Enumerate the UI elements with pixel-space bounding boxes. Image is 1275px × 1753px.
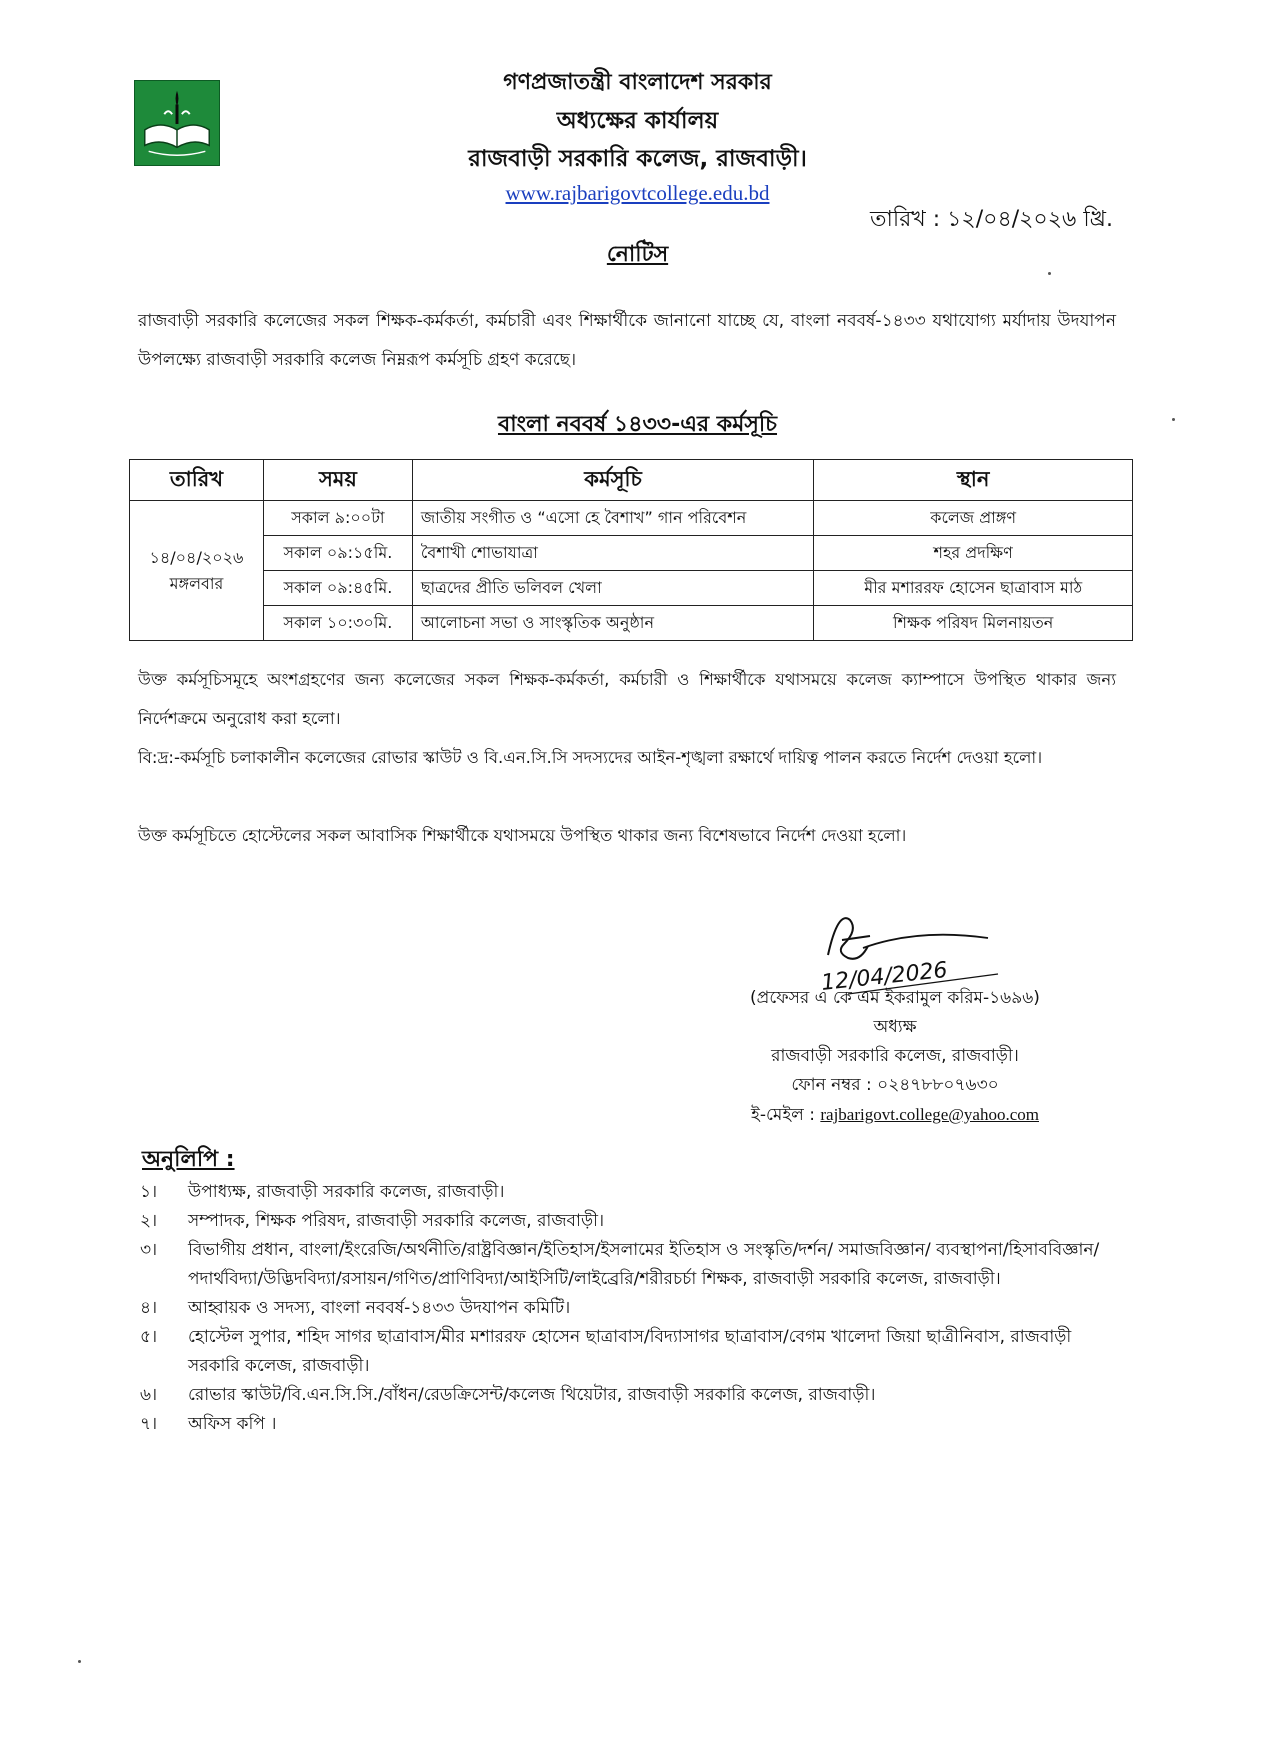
place-cell: মীর মশাররফ হোসেন ছাত্রাবাস মাঠ xyxy=(814,571,1133,606)
program-cell: আলোচনা সভা ও সাংস্কৃতিক অনুষ্ঠান xyxy=(412,606,814,641)
program-cell: ছাত্রদের প্রীতি ভলিবল খেলা xyxy=(412,571,814,606)
program-cell: জাতীয় সংগীত ও “এসো হে বৈশাখ” গান পরিবেশন xyxy=(412,501,814,536)
list-item-text: বিভাগীয় প্রধান, বাংলা/ইংরেজি/অর্থনীতি/রাষ্ট্রবিজ্ঞান/ইতিহাস/ইসলামের ইতিহাস ও সংস্কৃতি/দর্শন/ সমাজবিজ্ঞান/ ব্যবস্থাপনা/হিসাববিজ্ঞান/পদার্থবিদ্যা/উদ্ভিদবিদ্যা/রসায়ন/গণিত/প্রাণিবিদ্যা/আইসিটি/লাইব্রেরি/শরীরচর্চা শিক্ষক, রাজবাড়ী সরকারি কলেজ, রাজবাড়ী। xyxy=(188,1240,1100,1289)
table-header-row xyxy=(130,460,1133,501)
list-item-text: রোভার স্কাউট/বি.এন.সি.সি./বাঁধন/রেডক্রিসেন্ট/কলেজ থিয়েটার, রাজবাড়ী সরকারি কলেজ, রাজবাড়ী। xyxy=(188,1385,876,1405)
office-line: অধ্যক্ষের কার্যালয় xyxy=(556,108,719,134)
header-date: তারিখ xyxy=(130,460,264,501)
schedule-title xyxy=(0,407,1275,444)
list-item-text: সম্পাদক, শিক্ষক পরিষদ, রাজবাড়ী সরকারি কলেজ, রাজবাড়ী। xyxy=(188,1211,605,1231)
list-item xyxy=(140,1410,1100,1439)
intro-paragraph: রাজবাড়ী সরকারি কলেজের সকল শিক্ষক-কর্মকর্তা, কর্মচারী এবং শিক্ষার্থীকে জানানো যাচ্ছে যে, বাংলা নববর্ষ-১৪৩৩ যথাযোগ্য মর্যাদায় উদযাপন উপলক্ষ্যে রাজবাড়ী সরকারি কলেজ নিম্নরূপ কর্মসূচি গ্রহণ করেছে। xyxy=(138,311,1116,370)
signature-block xyxy=(670,984,1120,1130)
event-date-cell xyxy=(130,501,264,641)
website-link[interactable]: www.rajbarigovtcollege.edu.bd xyxy=(505,181,770,205)
phone-number: ফোন নম্বর : ০২৪৭৮৮০৭৬৩০ xyxy=(791,1075,999,1095)
letterhead xyxy=(0,64,1275,208)
time-cell: সকাল ৯:০০টা xyxy=(263,501,412,536)
college-line: রাজবাড়ী সরকারি কলেজ, রাজবাড়ী। xyxy=(468,146,807,172)
scan-speck xyxy=(1048,272,1051,275)
email-line xyxy=(670,1100,1120,1130)
table-row xyxy=(130,536,1133,571)
schedule-title-text: বাংলা নববর্ষ ১৪৩৩-এর কর্মসূচি xyxy=(497,412,778,437)
list-item-number: ৫। xyxy=(140,1327,158,1347)
handwritten-date: 12/04/2026 xyxy=(820,957,949,996)
signatory-institution: রাজবাড়ী সরকারি কলেজ, রাজবাড়ী। xyxy=(771,1046,1019,1066)
list-item-number: ৬। xyxy=(140,1385,158,1405)
event-date: ১৪/০৪/২০২৬ xyxy=(149,547,244,567)
copies-list xyxy=(140,1178,1100,1439)
list-item-number: ৩। xyxy=(140,1240,158,1260)
header-place: স্থান xyxy=(814,460,1133,501)
header-program: কর্মসূচি xyxy=(412,460,814,501)
scan-speck xyxy=(78,1660,81,1663)
note-paragraph: বি:দ্র:-কর্মসূচি চলাকালীন কলেজের রোভার স্কাউট ও বি.এন.সি.সি সদস্যদের আইন-শৃঙ্খলা রক্ষার্থে দায়িত্ব পালন করতে নির্দেশ দেওয়া হলো। xyxy=(138,748,1043,767)
program-cell: বৈশাখী শোভাযাত্রা xyxy=(412,536,814,571)
place-cell: শিক্ষক পরিষদ মিলনায়তন xyxy=(814,606,1133,641)
list-item-number: ৪। xyxy=(140,1298,158,1318)
signatory-designation: অধ্যক্ষ xyxy=(873,1017,917,1037)
place-cell: শহর প্রদক্ষিণ xyxy=(814,536,1133,571)
time-cell: সকাল ০৯:১৫মি. xyxy=(263,536,412,571)
table-row xyxy=(130,571,1133,606)
copies-title: অনুলিপি : xyxy=(142,1147,235,1172)
hostel-paragraph: উক্ত কর্মসূচিতে হোস্টেলের সকল আবাসিক শিক্ষার্থীকে যথাসময়ে উপস্থিত থাকার জন্য বিশেষভাবে নির্দেশ দেওয়া হলো। xyxy=(138,826,907,845)
time-cell: সকাল ১০:৩০মি. xyxy=(263,606,412,641)
govt-line: গণপ্রজাতন্ত্রী বাংলাদেশ সরকার xyxy=(503,70,772,95)
list-item-text: আহ্বায়ক ও সদস্য, বাংলা নববর্ষ-১৪৩৩ উদযাপন কমিটি। xyxy=(188,1298,571,1318)
attendance-paragraph: উক্ত কর্মসূচিসমূহে অংশগ্রহণের জন্য কলেজের সকল শিক্ষক-কর্মকর্তা, কর্মচারী ও শিক্ষার্থীকে যথাসময়ে কলেজ ক্যাম্পাসে উপস্থিত থাকার জন্য নির্দেশক্রমে অনুরোধ করা হলো। xyxy=(138,670,1116,728)
notice-date: তারিখ : ১২/০৪/২০২৬ খ্রি. xyxy=(870,207,1113,232)
list-item xyxy=(140,1236,1100,1294)
list-item xyxy=(140,1207,1100,1236)
list-item xyxy=(140,1178,1100,1207)
scan-speck xyxy=(1172,418,1175,421)
time-cell: সকাল ০৯:৪৫মি. xyxy=(263,571,412,606)
notice-title xyxy=(0,240,1275,270)
table-row xyxy=(130,501,1133,536)
email-label: ই-মেইল : xyxy=(751,1105,821,1125)
event-day: মঙ্গলবার xyxy=(169,573,224,593)
list-item xyxy=(140,1323,1100,1381)
list-item xyxy=(140,1381,1100,1410)
place-cell: কলেজ প্রাঙ্গণ xyxy=(814,501,1133,536)
list-item-text: অফিস কপি । xyxy=(188,1414,277,1434)
notice-title-text: নোটিস xyxy=(606,242,669,267)
table-row xyxy=(130,606,1133,641)
list-item-number: ২। xyxy=(140,1211,158,1231)
header-time: সময় xyxy=(263,460,412,501)
list-item-number: ৭। xyxy=(140,1414,158,1434)
list-item-number: ১। xyxy=(140,1182,158,1202)
list-item-text: হোস্টেল সুপার, শহিদ সাগর ছাত্রাবাস/মীর মশাররফ হোসেন ছাত্রাবাস/বিদ্যাসাগর ছাত্রাবাস/বেগম খালেদা জিয়া ছাত্রীনিবাস, রাজবাড়ী সরকারি কলেজ, রাজবাড়ী। xyxy=(188,1327,1072,1376)
email-link[interactable]: rajbarigovt.college@yahoo.com xyxy=(820,1105,1039,1124)
schedule-table xyxy=(129,459,1133,641)
signatory-name: (প্রফেসর এ কে এম ইকরামুল করিম-১৬৯৬) xyxy=(750,988,1040,1008)
list-item xyxy=(140,1294,1100,1323)
list-item-text: উপাধ্যক্ষ, রাজবাড়ী সরকারি কলেজ, রাজবাড়ী। xyxy=(188,1182,505,1202)
